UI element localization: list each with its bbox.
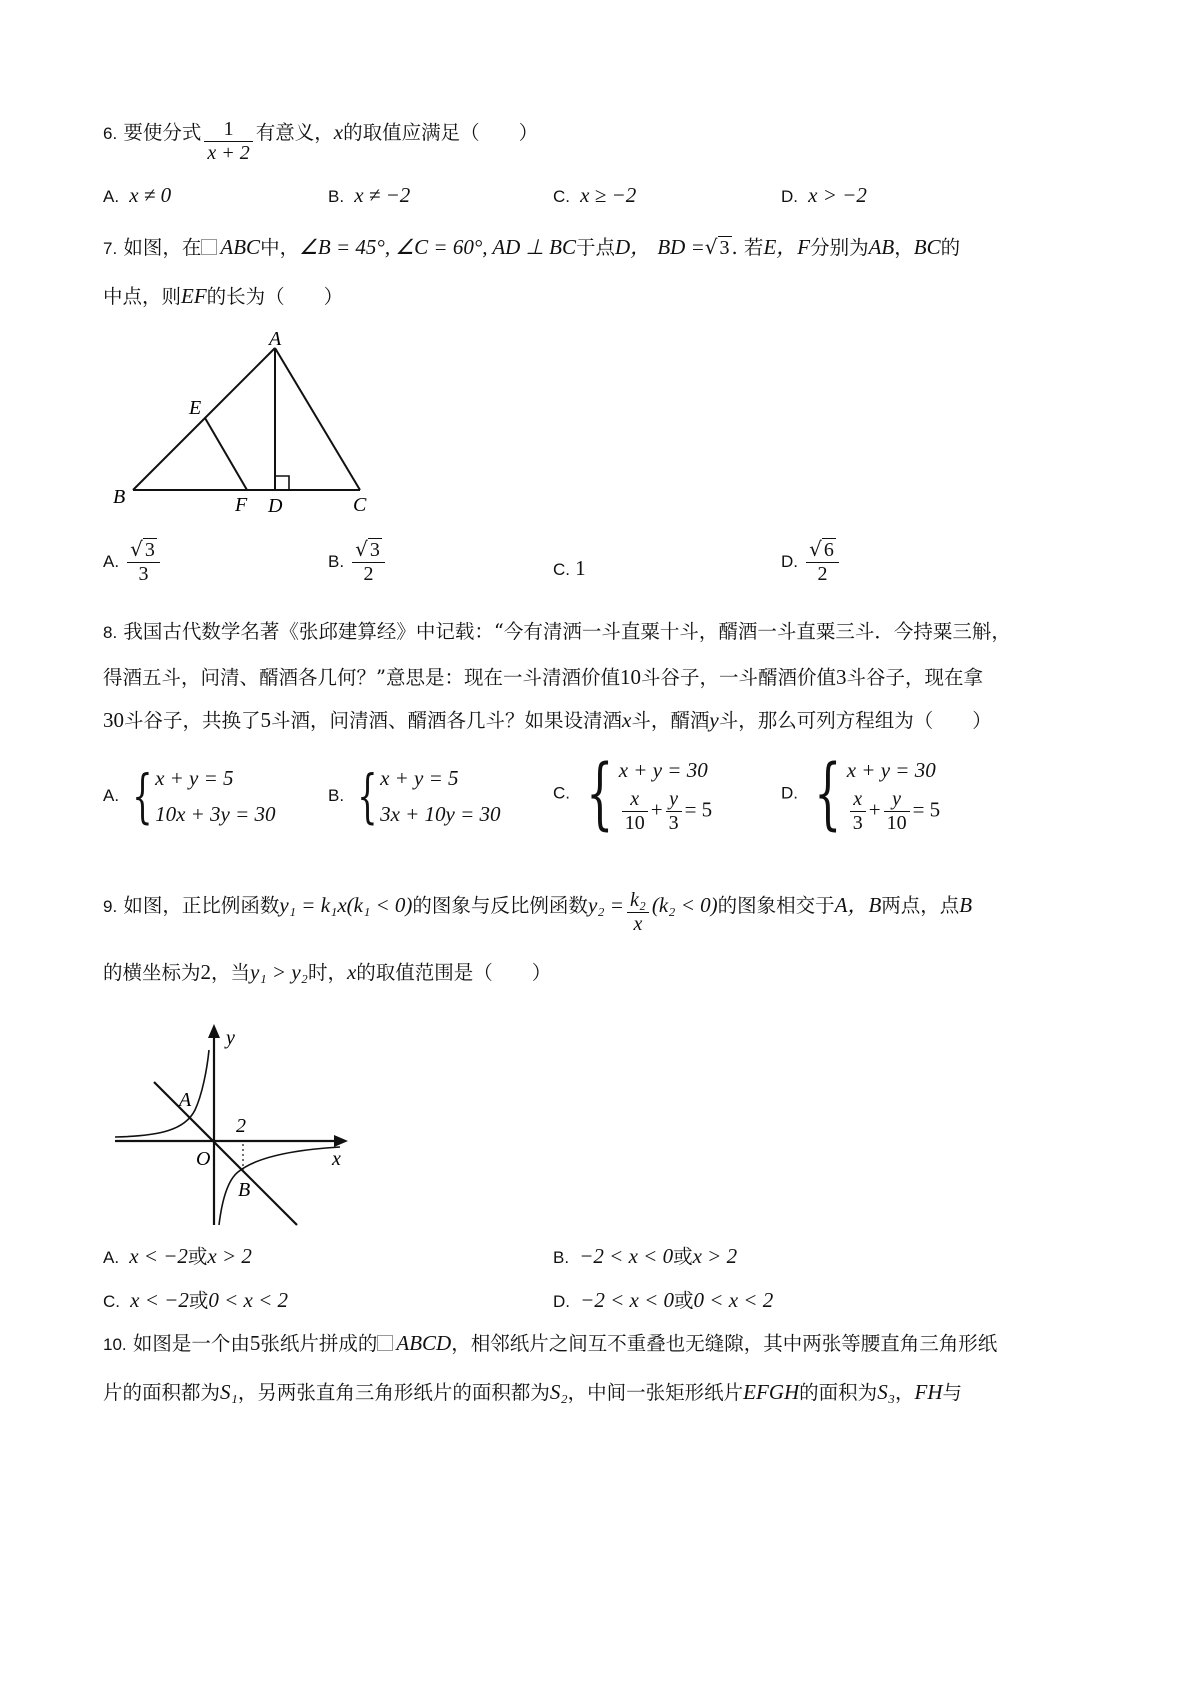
q8-option-b[interactable]: B. { x + y = 5 3x + 10y = 30 [328, 762, 501, 830]
q6-option-c[interactable]: C. x ≥ −2 [553, 183, 637, 207]
right-angle-mark-icon [275, 476, 289, 490]
label-c: C [353, 494, 367, 516]
q7-stem-line1: 7. 如图，在 ABC中，∠B = 45°, ∠C = 60°, AD ⊥ BC于点D， BD =√ 3 . 若E，F分别为AB，BC的 [103, 235, 961, 259]
q8-option-a[interactable]: A. { x + y = 5 10x + 3y = 30 [103, 762, 276, 830]
y-axis-arrow-icon [208, 1024, 220, 1038]
q9-option-a[interactable]: A. x < −2或x > 2 [103, 1244, 252, 1268]
triangle-symbol-icon [201, 239, 217, 255]
q6-option-a[interactable]: A. x ≠ 0 [103, 183, 172, 207]
line-y1 [154, 1082, 297, 1225]
q9-stem-line1: 9. 如图，正比例函数y₁ = k₁x(k₁ < 0)的图象与反比例函数y₂ = $\frac{\text{k₂}}{x}$ (k₂ < 0)的图象相交于A，B两点，点B [103, 889, 973, 935]
label-f: F [235, 494, 248, 516]
q9-option-d[interactable]: D. −2 < x < 0或0 < x < 2 [553, 1288, 774, 1312]
label-o: O [196, 1148, 211, 1170]
q10-stem-line2: 片的面积都为S₁，另两张直角三角形纸片的面积都为S₂，中间一张矩形纸片EFGH的面积为S₃，FH与 [103, 1380, 963, 1404]
q9-stem-line2: 的横坐标为2，当y₁ > y₂时，x的取值范围是（ ） [103, 960, 552, 984]
q10-number: 10. [103, 1335, 127, 1354]
x-axis-arrow-icon [334, 1135, 348, 1147]
q7-option-b[interactable]: B. $\frac{√ 3}{2}$ [328, 538, 388, 586]
q8-option-c[interactable]: C. { x + y = 30 $\frac{x}{10}$ + $\frac{y}{3}$ = 5 [553, 748, 713, 839]
q8-stem-line2: 得酒五斗，问清、醑酒各几何？”意思是：现在一斗清酒价值10斗谷子，一斗醑酒价值3斗谷子，现在拿 [103, 665, 984, 689]
q9-number: 9. [103, 897, 118, 916]
q8-number: 8. [103, 623, 118, 642]
label-y: y [226, 1027, 235, 1049]
q9-option-c[interactable]: C. x < −2或0 < x < 2 [103, 1288, 289, 1312]
label-a: A [269, 328, 282, 350]
q8-stem-line3: 30斗谷子，共换了5斗酒，问清酒、醑酒各几斗？如果设清酒x斗，醑酒y斗，那么可列方程组为（ ） [103, 708, 992, 732]
q6-stem: 6. 要使分式 $\frac{1}{x + 2}$ 有意义，x的取值应满足（ ） [103, 118, 539, 164]
sqrt-3: √ 3 [704, 235, 730, 259]
q8-stem-line1: 8. 我国古代数学名著《张邱建算经》中记载：“今有清洒一斗直粟十斗，醑酒一斗直粟三斗．今持粟三斛， [103, 620, 1011, 643]
label-a: A [179, 1089, 192, 1111]
q6-fraction: $\frac{1}{x + 2}$ [204, 118, 252, 165]
q10-stem-line1: 10. 如图是一个由5张纸片拼成的 ABCD，相邻纸片之间互不重叠也无缝隙，其中两张等腰直角三角形纸 [103, 1331, 998, 1355]
segment-ef [205, 418, 247, 490]
segment-ac [275, 348, 360, 490]
q7-option-c[interactable]: C. 1 [553, 556, 586, 580]
label-x: x [332, 1148, 341, 1170]
q6-option-d[interactable]: D. x > −2 [781, 183, 867, 207]
q7-triangle-figure [105, 325, 395, 525]
q7-option-d[interactable]: D. $\frac{√ 6}{2}$ [781, 538, 842, 586]
label-e: E [189, 397, 202, 419]
q7-number: 7. [103, 239, 118, 258]
label-two: 2 [236, 1115, 246, 1137]
q6-option-b[interactable]: B. x ≠ −2 [328, 183, 411, 207]
q7-stem-line2: 中点，则EF的长为（ ） [103, 284, 344, 308]
q9-option-b[interactable]: B. −2 < x < 0或x > 2 [553, 1244, 738, 1268]
parallelogram-symbol-icon [377, 1335, 393, 1351]
q8-option-d[interactable]: D. { x + y = 30 $\frac{x}{3}$ + $\frac{y}{10}$ = 5 [781, 748, 941, 839]
q7-option-a[interactable]: A. $\frac{√ 3}{3}$ [103, 538, 163, 586]
q9-function-graph [110, 1020, 360, 1230]
label-b: B [238, 1179, 251, 1201]
segment-ab [133, 348, 275, 490]
q6-number: 6. [103, 124, 118, 143]
label-d: D [268, 495, 283, 517]
label-b: B [113, 486, 126, 508]
